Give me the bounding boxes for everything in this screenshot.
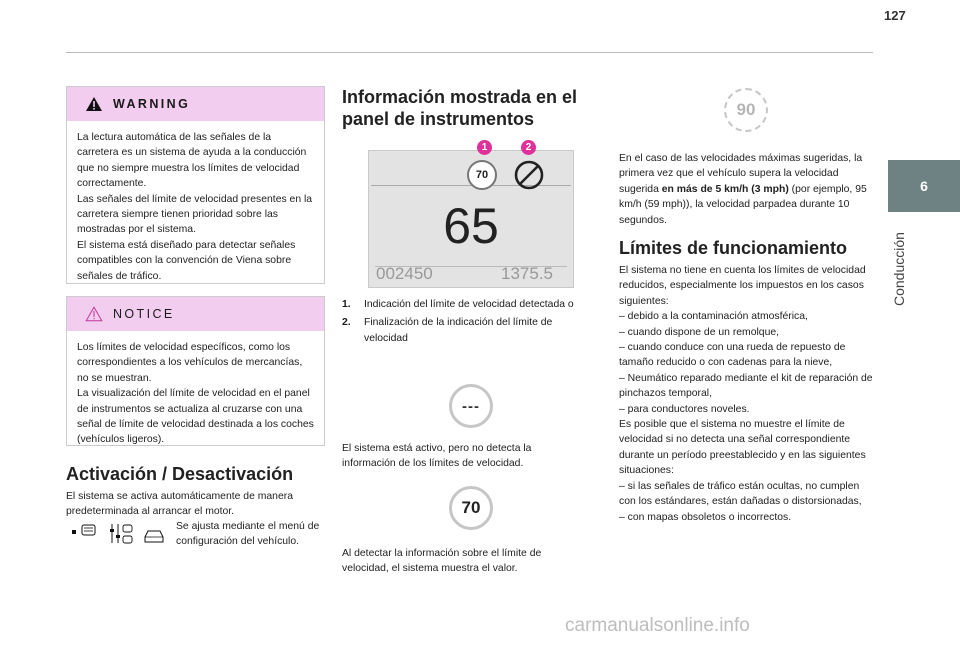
chapter-tab[interactable]: 6	[888, 160, 960, 212]
instrument-cluster	[368, 140, 574, 288]
notice-title: NOTICE	[113, 307, 175, 321]
suggested-text-part2: (por ejemplo, 95 km/h (59 mph)), la velocidad parpadea durante 10 segundos.	[619, 183, 867, 226]
info-heading: Información mostrada en el panel de instrumentos	[342, 87, 578, 129]
no-info-text: El sistema está activo, pero no detecta la información de los límites de velocidad.	[342, 443, 532, 470]
end-of-limit-icon	[513, 159, 545, 191]
notice-box	[66, 296, 325, 446]
cluster-odometer: 002450	[376, 264, 433, 283]
notice-text: Los límites de velocidad específicos, como los correspondientes a los vehículos de mercancías, no se muestran. La visualización del límite de velocidad en el panel de instrumentos se actualiza al cruzarse con una señal de límite de velocidad destinada a los coches (vehículos ligeros).	[77, 342, 314, 446]
warning-box	[66, 86, 325, 284]
legend-text: Finalización de la indicación del límite de velocidad	[364, 317, 553, 344]
suggested-text-bold: en más de 5 km/h (3 mph)	[661, 183, 789, 195]
cluster-speed: 65	[443, 198, 499, 254]
suggested-speed-sign-icon: 90	[724, 88, 768, 132]
settings-menu-icons	[69, 521, 169, 549]
legend-item-1	[342, 297, 582, 312]
header-rule	[66, 52, 873, 53]
no-info-sign-icon: ---	[449, 384, 493, 428]
legend-num: 1.	[342, 299, 351, 310]
legend-item-2	[342, 315, 582, 346]
suggested-text-part1: En el caso de las velocidades máximas sugeridas, la primera vez que el vehículo supera la velocidad sugerida	[619, 153, 863, 195]
chapter-label	[889, 222, 917, 312]
warning-triangle-icon	[85, 96, 103, 112]
warning-header	[67, 87, 324, 121]
activation-icons-text: Se ajusta mediante el menú de configuración del vehículo.	[176, 521, 320, 548]
limits-text: El sistema no tiene en cuenta los límites de velocidad reducidos, especialmente los impuestos en los casos siguientes: – debido a la contaminación atmosférica, – cuando dispone de un remolque, – cuando conduce con una rueda de repuesto de tamaño reducido o con cadenas para la nieve, – Neumático reparado mediante el kit de reparación de pinchazos temporal, – para conductores noveles. Es posible que el sistema no muestre el límite de velocidad si no detecta una señal correspondiente durante un período preestablecido y en las siguientes situaciones: – si las señales de tráfico están ocultas, no cumplen con los estándares, están dañadas o distorsionadas, – con mapas obsoletos o incorrectos.	[619, 265, 873, 523]
cluster-trip: 1375.5	[501, 264, 553, 283]
activation-icons	[69, 521, 169, 549]
activation-heading: Activación / Desactivación	[66, 464, 294, 484]
warning-title: WARNING	[113, 97, 191, 111]
callout-1: 1	[477, 140, 492, 155]
notice-header	[67, 297, 324, 331]
legend-text: Indicación del límite de velocidad detectada o	[364, 299, 574, 310]
callout-2: 2	[521, 140, 536, 155]
warning-text: La lectura automática de las señales de la carretera es un sistema de ayuda a la conducción que no siempre muestra los límites de velocidad correctamente. Las señales del límite de velocidad presentes en la carretera siempre tienen prioridad sobre las mostradas por el sistema. El sistema está diseñado para detectar señales compatibles con la convención de Viena sobre señales de tráfico.	[77, 132, 313, 282]
cluster-speed-sign: 70	[467, 160, 497, 190]
chapter-title: Conducción	[891, 232, 907, 306]
page-number: 127	[884, 8, 906, 23]
notice-triangle-icon	[85, 306, 103, 322]
speed-limit-sign-icon: 70	[449, 486, 493, 530]
suggested-text	[619, 151, 873, 228]
limit-text: Al detectar la información sobre el límite de velocidad, el sistema muestra el valor.	[342, 548, 542, 575]
watermark: carmanualsonline.info	[565, 615, 750, 636]
activation-text: El sistema se activa automáticamente de manera predeterminada al arrancar el motor.	[66, 491, 293, 518]
limits-heading: Límites de funcionamiento	[619, 238, 848, 258]
legend-num: 2.	[342, 317, 351, 329]
cluster-legend	[342, 297, 582, 349]
